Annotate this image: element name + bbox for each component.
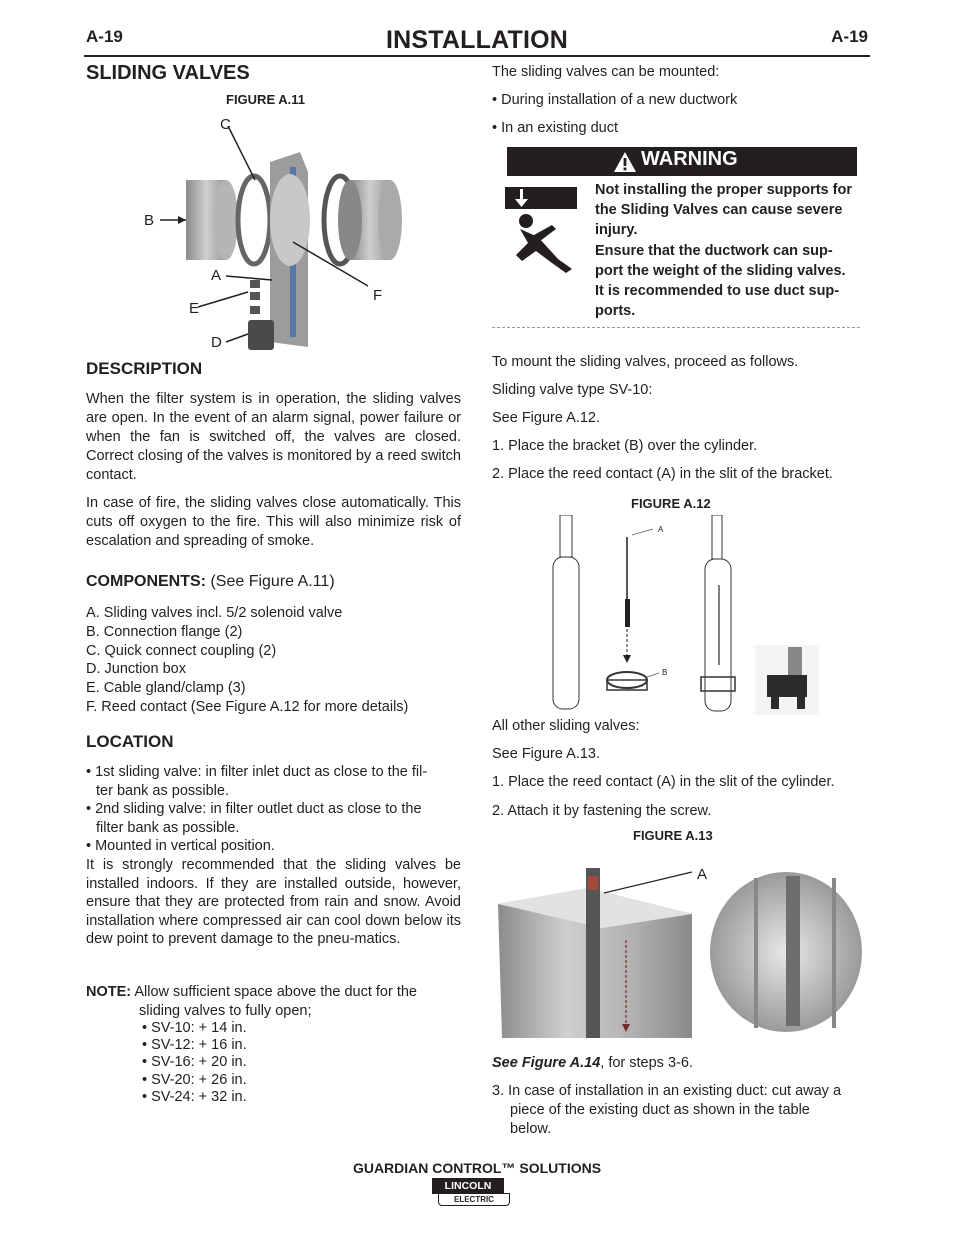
see-figure-a14: See Figure A.14: [492, 1055, 601, 1071]
figure-a11-caption: FIGURE A.11: [226, 92, 305, 107]
see-figure-a14-line: [492, 1054, 693, 1073]
components-list: [86, 604, 466, 717]
step-3-line-3: below.: [510, 1121, 552, 1137]
warning-text: [595, 180, 868, 321]
warning-divider: [492, 327, 860, 328]
list-item: • SV-12: + 16 in.: [142, 1037, 247, 1054]
list-item: • SV-16: + 20 in.: [142, 1054, 247, 1071]
logo-top-band: LINCOLN: [432, 1178, 504, 1194]
step-3-line-1: 3. In case of installation in an existing duct: cut away a: [492, 1083, 842, 1099]
note-line-1: Allow sufficient space above the duct for the: [131, 984, 417, 1000]
intro-line-1: The sliding valves can be mounted:: [492, 64, 720, 80]
header-rule: [84, 55, 870, 57]
note-label: NOTE:: [86, 984, 132, 1000]
figure-a12-caption: FIGURE A.12: [631, 496, 711, 511]
step-2-reed-contact: 2. Place the reed contact (A) in the slit of the bracket.: [492, 466, 833, 482]
note-items: [142, 1020, 247, 1106]
step-1-bracket: 1. Place the bracket (B) over the cylinder.: [492, 438, 758, 454]
figure-a12-callout-b: B: [662, 668, 668, 677]
description-paragraph-2: In case of fire, the sliding valves close automatically. This cuts off oxygen to the fire. This will also minimize risk of escalation and spreading of smoke.: [86, 495, 461, 549]
list-item: C. Quick connect coupling (2): [86, 642, 277, 659]
warning-text-line: the Sliding Valves can cause severe: [595, 202, 843, 219]
warning-text-line: It is recommended to use duct sup-: [595, 283, 840, 300]
list-item: B. Connection flange (2): [86, 623, 243, 640]
components-heading-ref: (See Figure A.11): [206, 573, 335, 590]
falling-hazard-icon: [500, 185, 580, 275]
bullet-line: • 2nd sliding valve: in filter outlet duct as close to the: [86, 801, 422, 817]
warning-triangle-icon: [613, 151, 637, 173]
warning-text-line: ports.: [595, 303, 636, 320]
logo-bottom-band: ELECTRIC: [438, 1193, 510, 1206]
warning-text-line: injury.: [595, 222, 638, 239]
list-item: E. Cable gland/clamp (3): [86, 680, 246, 697]
other-valves-label: All other sliding valves:: [492, 718, 640, 734]
figure-a11-callout-f: F: [373, 287, 383, 304]
step-2-fasten-screw: 2. Attach it by fastening the screw.: [492, 803, 712, 819]
warning-banner: [507, 147, 857, 176]
list-item: A. Sliding valves incl. 5/2 solenoid valve: [86, 605, 343, 621]
intro-line-3: • In an existing duct: [492, 120, 618, 136]
list-item: • SV-20: + 26 in.: [142, 1071, 247, 1088]
figure-a13-callout-a: A: [697, 866, 708, 883]
note-line-2: sliding valves to fully open;: [139, 1003, 312, 1019]
list-item: • SV-10: + 14 in.: [142, 1020, 247, 1036]
description-paragraph-1: When the filter system is in operation, the sliding valves are open. In the event of an alarm signal, power failure or when the fan is switched off, the valves are closed. Correct closing of the valves is monitored by a reed switch contact.: [86, 391, 461, 483]
figure-a12-image: [545, 515, 820, 715]
page-number-right: A-19: [831, 27, 868, 46]
location-heading: LOCATION: [86, 732, 174, 751]
figure-a11-callout-c: C: [220, 116, 231, 133]
list-item: F. Reed contact (See Figure A.12 for more details): [86, 698, 409, 715]
step-1-reed-cylinder: 1. Place the reed contact (A) in the slit of the cylinder.: [492, 774, 835, 790]
location-paragraph: It is strongly recommended that the sliding valves be installed indoors. If they are installed outside, however, ensure that they are protected from rain and snow. Avoid installation where compressed air can cool down below its dew point to prevent damage to the pneu-matics.: [86, 857, 461, 948]
see-figure-a13: See Figure A.13.: [492, 746, 601, 762]
warning-text-line: port the weight of the sliding valves.: [595, 262, 846, 279]
list-item: • SV-24: + 32 in.: [142, 1088, 247, 1105]
figure-a13-caption: FIGURE A.13: [633, 828, 713, 843]
bullet-line: • Mounted in vertical position.: [86, 838, 275, 854]
figure-a11-image: [140, 112, 420, 357]
figure-a11-callout-d: D: [211, 334, 222, 351]
figure-a11-callout-a: A: [211, 267, 222, 284]
bullet-line: filter bank as possible.: [96, 819, 240, 836]
page-title: INSTALLATION: [385, 26, 568, 54]
bullet-line: ter bank as possible.: [96, 782, 229, 799]
figure-a11-callout-e: E: [189, 300, 200, 317]
components-heading: [86, 573, 335, 591]
step-3-line-2: piece of the existing duct as shown in the table: [510, 1102, 810, 1118]
note-block: [86, 983, 461, 1002]
figure-a11-callout-b: B: [144, 212, 155, 229]
figure-a13-image: [492, 848, 872, 1038]
see-figure-a14-rest: , for steps 3-6.: [600, 1055, 693, 1071]
components-heading-label: COMPONENTS:: [86, 573, 206, 590]
footer-product: GUARDIAN CONTROL™ SOLUTIONS: [352, 1160, 602, 1176]
intro-line-2: • During installation of a new ductwork: [492, 92, 738, 108]
warning-label: WARNING: [641, 148, 738, 170]
location-bullets: [86, 763, 466, 856]
warning-text-line: Not installing the proper supports for: [595, 182, 852, 198]
list-item: D. Junction box: [86, 661, 186, 678]
lincoln-electric-logo: [432, 1178, 510, 1206]
figure-a12-callout-a: A: [658, 525, 664, 534]
see-figure-a12: See Figure A.12.: [492, 410, 601, 426]
bullet-line: • 1st sliding valve: in filter inlet duct as close to the fil-: [86, 764, 428, 780]
steps-intro: To mount the sliding valves, proceed as follows.: [492, 354, 799, 370]
warning-text-line: Ensure that the ductwork can sup-: [595, 242, 833, 259]
valve-type-sv10: Sliding valve type SV-10:: [492, 382, 653, 398]
section-title: SLIDING VALVES: [86, 62, 250, 84]
description-heading: DESCRIPTION: [86, 359, 203, 378]
page-number-left: A-19: [86, 27, 123, 46]
